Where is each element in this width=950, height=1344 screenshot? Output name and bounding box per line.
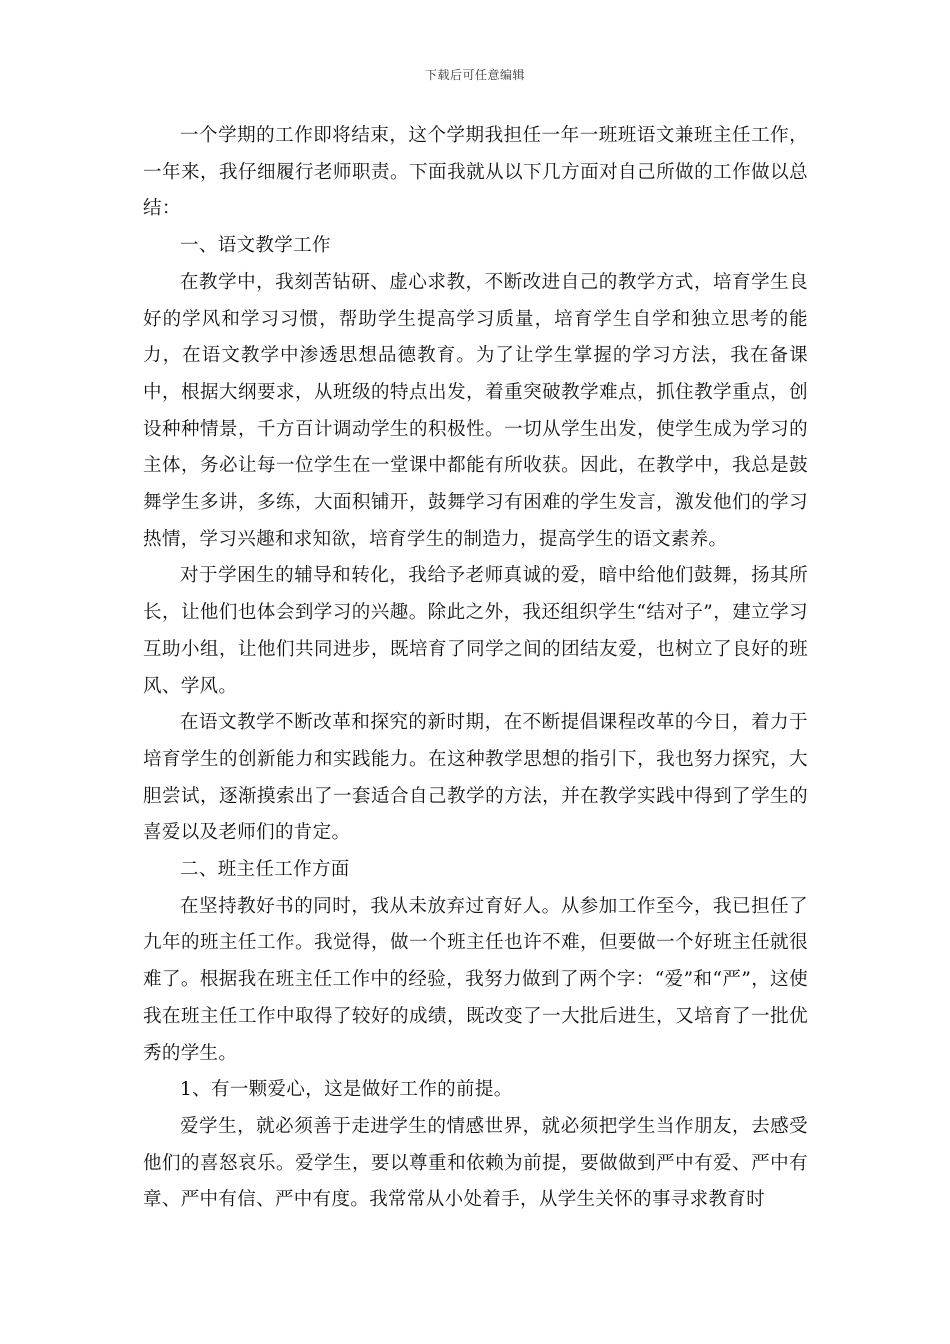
paragraph-teaching-methods: 在教学中，我刻苦钻研、虚心求教，不断改进自己的教学方式，培育学生良好的学风和学习习惯，帮助学生提高学习质量，培育学生自学和独立思考的能力，在语文教学中渗透思想品德教育。为了让学生掌握的学习方法，我在备课中，根据大纲要求，从班级的特点出发，着重突破教学难点，抓住教学重点，创设种种情景，千方百计调动学生的积极性。一切从学生出发，使学生成为学习的主体，务必让每一位学生在一堂课中都能有所收获。因此，在教学中，我总是鼓舞学生多讲，多练，大面积铺开，鼓舞学习有困难的学生发言，激发他们的学习热情，学习兴趣和求知欲，培育学生的制造力，提高学生的语文素养。 (143, 271, 808, 550)
subheading-love: 1、有一颗爱心，这是做好工作的前提。 (180, 1079, 513, 1101)
paragraph-intro: 一个学期的工作即将结束，这个学期我担任一年一班班语文兼班主任工作，一年来，我仔细履行老师职责。下面我就从以下几方面对自己所做的工作做以总结： (143, 125, 808, 220)
paragraph-class-teacher-experience: 在坚持教好书的同时，我从未放弃过育好人。从参加工作至今，我已担任了九年的班主任工作。我觉得，做一个班主任也许不难，但要做一个好班主任就很难了。根据我在班主任工作中的经验，我努力做到了两个字：“爱”和“严”，这使我在班主任工作中取得了较好的成绩，既改变了一大批后进生，又培育了一批优秀的学生。 (143, 895, 808, 1064)
section-heading-chinese-teaching: 一、语文教学工作 (180, 235, 331, 257)
paragraph-innovation: 在语文教学不断改革和探究的新时期，在不断提倡课程改革的今日，着力于培育学生的创新能力和实践能力。在这种教学思想的指引下，我也努力探究，大胆尝试，逐渐摸索出了一套适合自己教学的方法，并在教学实践中得到了学生的喜爱以及老师们的肯定。 (143, 712, 808, 844)
paragraph-struggling-students: 对于学困生的辅导和转化，我给予老师真诚的爱，暗中给他们鼓舞，扬其所长，让他们也体会到学习的兴趣。除此之外，我还组织学生“结对子”，建立学习互助小组，让他们共同进步，既培育了同学之间的团结友爱，也树立了良好的班风、学风。 (143, 565, 808, 697)
header-note: 下载后可任意编辑 (424, 68, 525, 82)
document-body (143, 118, 808, 1219)
paragraph-love-students: 爱学生，就必须善于走进学生的情感世界，就必须把学生当作朋友，去感受他们的喜怒哀乐。爱学生，要以尊重和依赖为前提，要做做到严中有爱、严中有章、严中有信、严中有度。我常常从小处着手，从学生关怀的事寻求教育时 (143, 1115, 808, 1211)
section-heading-class-teacher: 二、班主任工作方面 (180, 859, 350, 881)
